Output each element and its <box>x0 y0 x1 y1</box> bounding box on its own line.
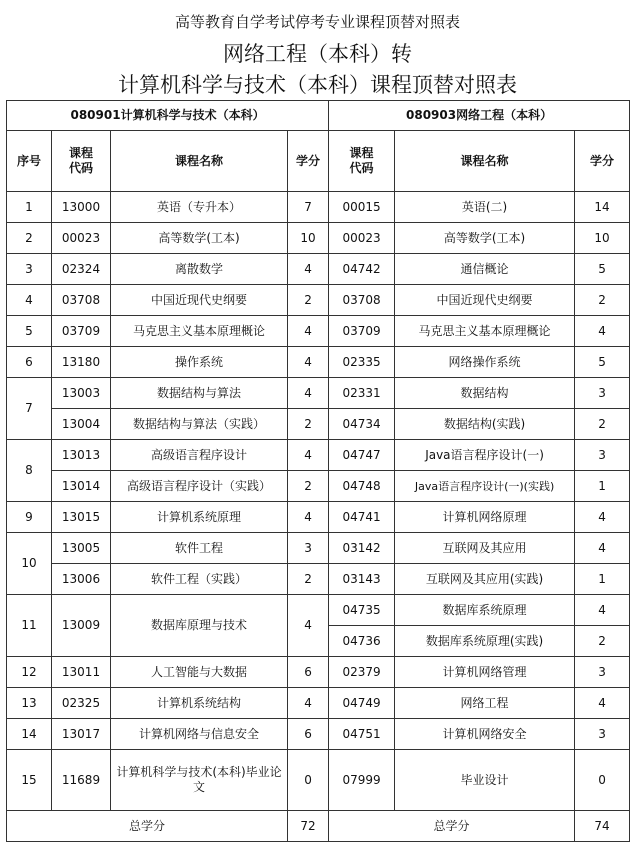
right-name-cell: 互联网及其应用(实践) <box>395 564 575 595</box>
table-row <box>7 223 630 254</box>
left-credit-cell: 4 <box>288 378 329 409</box>
left-code-cell: 13004 <box>52 409 111 440</box>
seq-cell: 8 <box>7 440 52 502</box>
seq-cell: 2 <box>7 223 52 254</box>
seq-cell: 15 <box>7 750 52 811</box>
left-credit-cell: 2 <box>288 564 329 595</box>
left-code-cell: 13006 <box>52 564 111 595</box>
left-credit-cell: 6 <box>288 719 329 750</box>
header-right-credit: 学分 <box>575 131 630 192</box>
right-credit-cell: 3 <box>575 719 630 750</box>
right-code-cell: 03708 <box>329 285 395 316</box>
seq-cell: 9 <box>7 502 52 533</box>
right-credit-cell: 3 <box>575 440 630 471</box>
right-name-cell: 互联网及其应用 <box>395 533 575 564</box>
left-code-cell: 13000 <box>52 192 111 223</box>
table-row <box>7 378 630 409</box>
right-name-cell: Java语言程序设计(一) <box>395 440 575 471</box>
right-credit-cell: 10 <box>575 223 630 254</box>
right-name-cell: 计算机网络安全 <box>395 719 575 750</box>
right-credit-cell: 14 <box>575 192 630 223</box>
seq-cell: 5 <box>7 316 52 347</box>
right-credit-cell: 4 <box>575 595 630 626</box>
header-right-code: 课程 代码 <box>329 131 395 192</box>
left-name-cell: 高级语言程序设计 <box>111 440 288 471</box>
left-name-cell: 数据结构与算法 <box>111 378 288 409</box>
right-name-cell: 高等数学(工本) <box>395 223 575 254</box>
right-code-cell: 04734 <box>329 409 395 440</box>
table-row <box>7 564 630 595</box>
left-name-cell: 软件工程 <box>111 533 288 564</box>
right-name-cell: 数据库系统原理 <box>395 595 575 626</box>
course-substitution-table <box>6 100 630 842</box>
header-left-credit: 学分 <box>288 131 329 192</box>
left-name-cell: 人工智能与大数据 <box>111 657 288 688</box>
right-code-cell: 00015 <box>329 192 395 223</box>
right-name-cell: 计算机网络原理 <box>395 502 575 533</box>
right-name-cell: 网络工程 <box>395 688 575 719</box>
left-name-cell: 马克思主义基本原理概论 <box>111 316 288 347</box>
left-code-cell: 13011 <box>52 657 111 688</box>
header-left-name: 课程名称 <box>111 131 288 192</box>
right-code-cell: 04735 <box>329 595 395 626</box>
right-credit-cell: 4 <box>575 533 630 564</box>
left-name-cell: 操作系统 <box>111 347 288 378</box>
left-credit-cell: 4 <box>288 502 329 533</box>
left-code-cell: 13180 <box>52 347 111 378</box>
right-credit-cell: 4 <box>575 502 630 533</box>
right-code-cell: 02335 <box>329 347 395 378</box>
table-row <box>7 719 630 750</box>
left-credit-cell: 10 <box>288 223 329 254</box>
left-name-cell: 计算机系统结构 <box>111 688 288 719</box>
left-major-header: 080901计算机科学与技术（本科） <box>7 101 329 131</box>
right-code-cell: 04748 <box>329 471 395 502</box>
left-total-value: 72 <box>288 811 329 842</box>
right-code-cell: 04749 <box>329 688 395 719</box>
right-name-cell: 计算机网络管理 <box>395 657 575 688</box>
right-code-cell: 03142 <box>329 533 395 564</box>
right-credit-cell: 4 <box>575 316 630 347</box>
left-name-cell: 计算机科学与技术(本科)毕业论文 <box>111 750 288 811</box>
header-seq: 序号 <box>7 131 52 192</box>
left-name-cell: 离散数学 <box>111 254 288 285</box>
document-title-line2: 计算机科学与技术（本科）课程顶替对照表 <box>118 73 517 97</box>
seq-cell: 1 <box>7 192 52 223</box>
left-code-cell: 13013 <box>52 440 111 471</box>
right-credit-cell: 4 <box>575 688 630 719</box>
right-code-cell: 04742 <box>329 254 395 285</box>
right-name-cell: 数据库系统原理(实践) <box>395 626 575 657</box>
seq-cell: 7 <box>7 378 52 440</box>
left-code-cell: 13015 <box>52 502 111 533</box>
seq-cell: 3 <box>7 254 52 285</box>
seq-cell: 13 <box>7 688 52 719</box>
right-credit-cell: 2 <box>575 409 630 440</box>
right-total-value: 74 <box>575 811 630 842</box>
right-name-cell: 通信概论 <box>395 254 575 285</box>
left-code-cell: 03708 <box>52 285 111 316</box>
left-credit-cell: 4 <box>288 316 329 347</box>
left-code-cell: 00023 <box>52 223 111 254</box>
document-title-line1: 网络工程（本科）转 <box>223 42 412 66</box>
right-credit-cell: 3 <box>575 378 630 409</box>
left-code-cell: 13003 <box>52 378 111 409</box>
left-name-cell: 数据库原理与技术 <box>111 595 288 657</box>
left-credit-cell: 4 <box>288 595 329 657</box>
left-name-cell: 数据结构与算法（实践） <box>111 409 288 440</box>
right-code-cell: 04741 <box>329 502 395 533</box>
left-name-cell: 计算机网络与信息安全 <box>111 719 288 750</box>
left-credit-cell: 4 <box>288 254 329 285</box>
left-name-cell: 计算机系统原理 <box>111 502 288 533</box>
left-total-label: 总学分 <box>7 811 288 842</box>
table-row <box>7 657 630 688</box>
table-row <box>7 192 630 223</box>
right-name-cell: 毕业设计 <box>395 750 575 811</box>
left-code-cell: 03709 <box>52 316 111 347</box>
right-credit-cell: 3 <box>575 657 630 688</box>
right-code-cell: 00023 <box>329 223 395 254</box>
right-code-cell: 03709 <box>329 316 395 347</box>
right-credit-cell: 2 <box>575 285 630 316</box>
left-credit-cell: 2 <box>288 409 329 440</box>
left-credit-cell: 4 <box>288 440 329 471</box>
left-code-cell: 02324 <box>52 254 111 285</box>
left-credit-cell: 4 <box>288 347 329 378</box>
table-row <box>7 409 630 440</box>
left-name-cell: 中国近现代史纲要 <box>111 285 288 316</box>
table-row <box>7 471 630 502</box>
seq-cell: 11 <box>7 595 52 657</box>
left-credit-cell: 4 <box>288 688 329 719</box>
total-row <box>7 811 630 842</box>
table-row <box>7 440 630 471</box>
seq-cell: 14 <box>7 719 52 750</box>
right-name-cell: 数据结构(实践) <box>395 409 575 440</box>
left-code-cell: 11689 <box>52 750 111 811</box>
right-credit-cell: 0 <box>575 750 630 811</box>
right-name-cell: 网络操作系统 <box>395 347 575 378</box>
right-code-cell: 02379 <box>329 657 395 688</box>
left-code-cell: 13014 <box>52 471 111 502</box>
left-code-cell: 13009 <box>52 595 111 657</box>
left-code-cell: 13017 <box>52 719 111 750</box>
right-code-cell: 02331 <box>329 378 395 409</box>
left-credit-cell: 7 <box>288 192 329 223</box>
table-row <box>7 502 630 533</box>
right-code-cell: 04736 <box>329 626 395 657</box>
table-row <box>7 750 630 811</box>
left-name-cell: 英语（专升本） <box>111 192 288 223</box>
left-name-cell: 高级语言程序设计（实践） <box>111 471 288 502</box>
seq-cell: 12 <box>7 657 52 688</box>
right-credit-cell: 5 <box>575 347 630 378</box>
header-left-code: 课程 代码 <box>52 131 111 192</box>
left-name-cell: 高等数学(工本) <box>111 223 288 254</box>
left-credit-cell: 0 <box>288 750 329 811</box>
right-credit-cell: 5 <box>575 254 630 285</box>
right-code-cell: 04751 <box>329 719 395 750</box>
right-code-cell: 03143 <box>329 564 395 595</box>
table-row <box>7 533 630 564</box>
document-subtitle: 高等教育自学考试停考专业课程顶替对照表 <box>174 13 460 31</box>
right-total-label: 总学分 <box>329 811 575 842</box>
left-credit-cell: 3 <box>288 533 329 564</box>
header-right-name: 课程名称 <box>395 131 575 192</box>
right-credit-cell: 2 <box>575 626 630 657</box>
right-credit-cell: 1 <box>575 564 630 595</box>
right-code-cell: 04747 <box>329 440 395 471</box>
left-code-cell: 02325 <box>52 688 111 719</box>
seq-cell: 10 <box>7 533 52 595</box>
seq-cell: 4 <box>7 285 52 316</box>
left-credit-cell: 6 <box>288 657 329 688</box>
right-code-cell: 07999 <box>329 750 395 811</box>
left-credit-cell: 2 <box>288 471 329 502</box>
right-name-cell: Java语言程序设计(一)(实践) <box>395 471 575 502</box>
table-row <box>7 347 630 378</box>
table-row <box>7 316 630 347</box>
table-row <box>7 688 630 719</box>
right-major-header: 080903网络工程（本科） <box>329 101 630 131</box>
right-name-cell: 数据结构 <box>395 378 575 409</box>
right-name-cell: 中国近现代史纲要 <box>395 285 575 316</box>
table-row <box>7 254 630 285</box>
table-row <box>7 285 630 316</box>
seq-cell: 6 <box>7 347 52 378</box>
left-code-cell: 13005 <box>52 533 111 564</box>
left-name-cell: 软件工程（实践） <box>111 564 288 595</box>
right-credit-cell: 1 <box>575 471 630 502</box>
left-credit-cell: 2 <box>288 285 329 316</box>
right-name-cell: 英语(二) <box>395 192 575 223</box>
table-row <box>7 595 630 626</box>
right-name-cell: 马克思主义基本原理概论 <box>395 316 575 347</box>
